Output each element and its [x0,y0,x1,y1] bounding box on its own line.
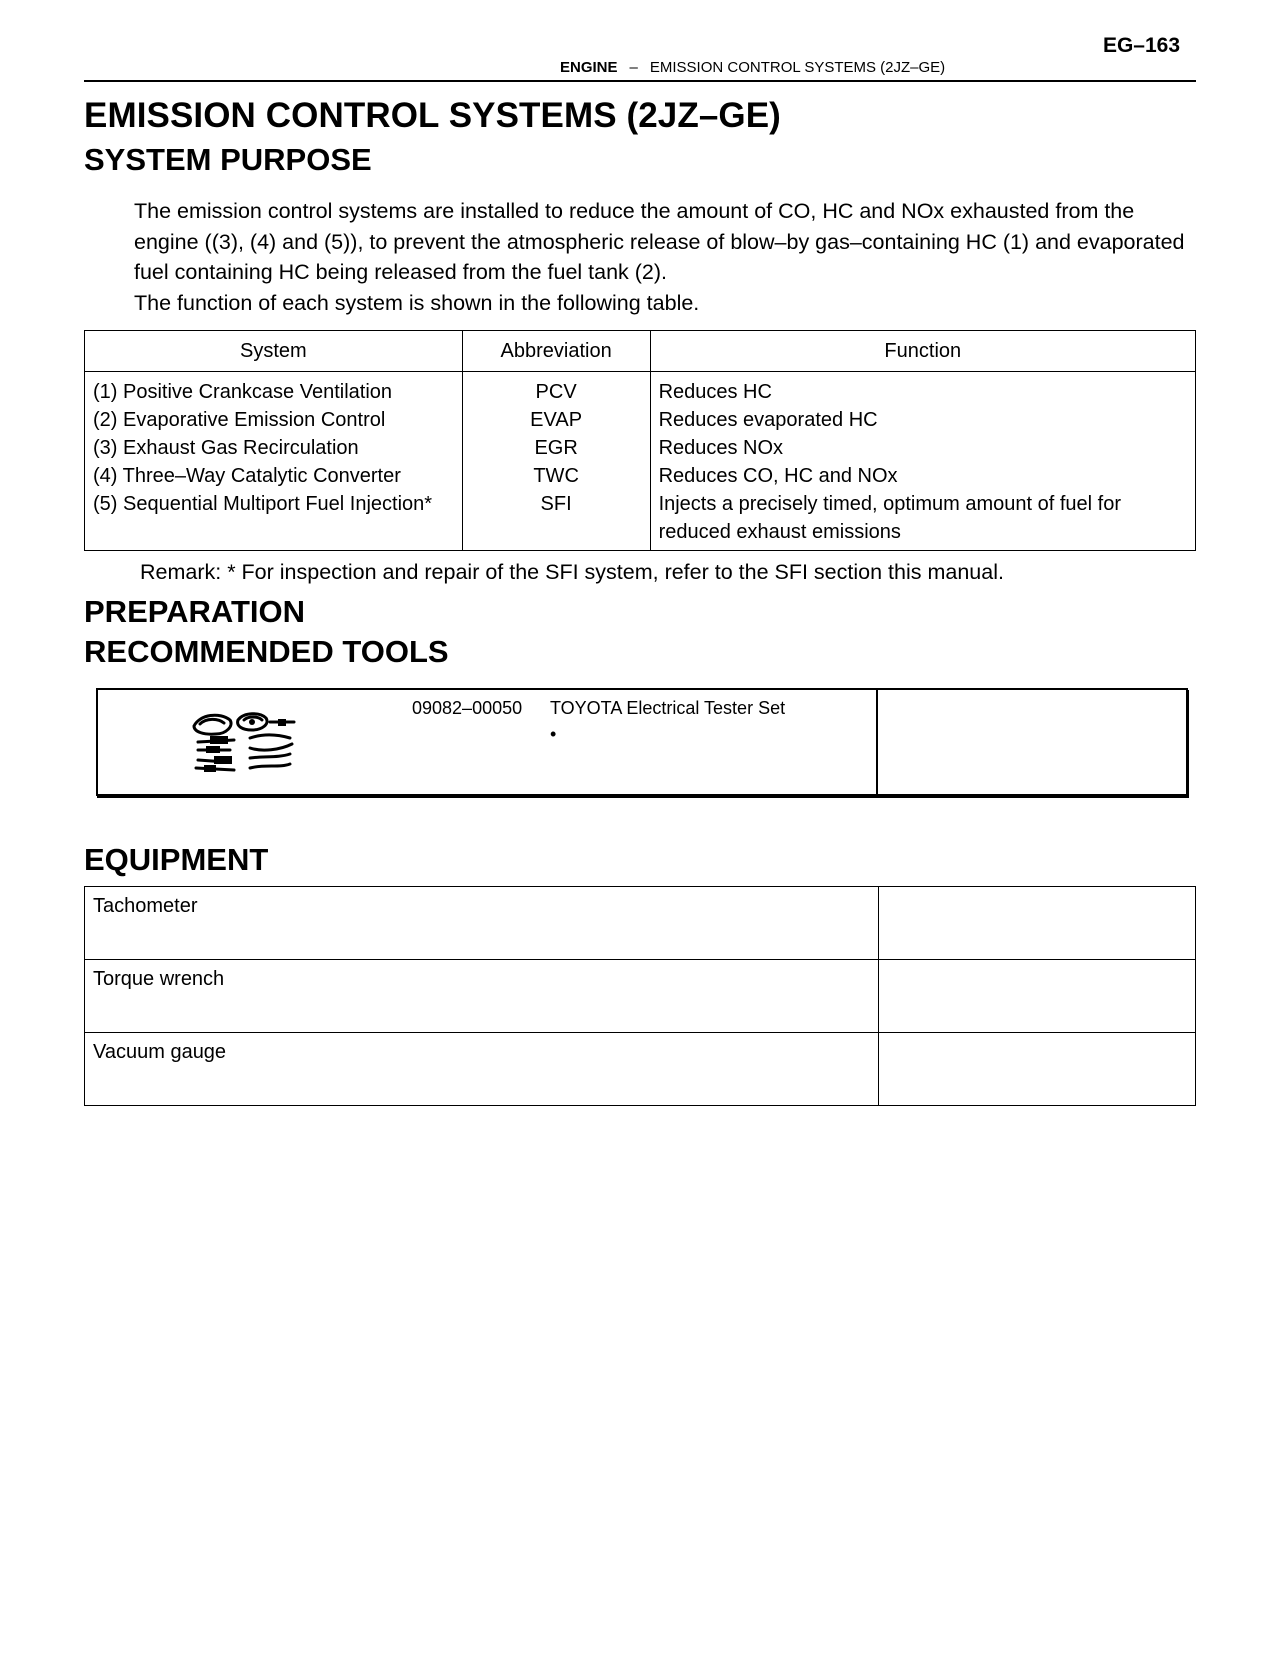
intro-paragraph-2: The function of each system is shown in the following table. [134,290,700,315]
equipment-heading: EQUIPMENT [84,842,269,877]
page-title: EMISSION CONTROL SYSTEMS (2JZ–GE) [84,96,781,135]
running-head [560,59,945,76]
function-column [650,372,1195,551]
abbreviation-cell: PCV [535,381,577,403]
equipment-note-cell [879,1033,1196,1106]
abbreviation-cell: TWC [533,465,579,487]
preparation-heading: PREPARATION [84,594,306,629]
column-header-function: Function [650,331,1195,372]
table-row [85,887,1196,960]
table-header-row [85,331,1196,372]
column-header-system: System [85,331,463,372]
abbreviation-column [462,372,650,551]
recommended-tools-heading: RECOMMENDED TOOLS [84,634,449,669]
tool-bullet: • [550,724,557,744]
equipment-item: Tachometer [85,887,879,960]
system-purpose-heading: SYSTEM PURPOSE [84,142,372,177]
intro-paragraph-1: The emission control systems are installed to reduce the amount of CO, HC and NOx exhausted from the engine ((3), (4) and (5)), to prevent the atmospheric release of blow–by gas–containing HC (1) and evaporated fuel containing HC being released from the fuel tank (2). [134,199,1185,284]
abbreviation-cell: EGR [534,437,578,459]
remark-note: Remark: * For inspection and repair of the SFI system, refer to the SFI section this manual. [140,560,1004,584]
page-number: EG–163 [1102,34,1180,57]
equipment-note-cell [879,960,1196,1033]
tools-column-divider [876,690,878,794]
system-cell: (5) Sequential Multiport Fuel Injection* [93,493,433,515]
tool-name: TOYOTA Electrical Tester Set [550,698,786,718]
header-rule [84,80,1196,82]
system-cell: (2) Evaporative Emission Control [93,409,386,431]
function-cell: Injects a precisely timed, optimum amount of fuel for reduced exhaust emissions [658,493,1121,543]
system-cell: (1) Positive Crankcase Ventilation [93,381,393,403]
intro-text [134,196,1200,318]
function-cell: Reduces HC [658,381,772,403]
function-cell: Reduces evaporated HC [658,409,878,431]
tool-part-number: 09082–00050 [412,698,523,718]
table-row [85,372,1196,551]
running-head-section: ENGINE [560,59,618,76]
running-head-separator: – [629,59,638,76]
system-cell: (3) Exhaust Gas Recirculation [93,437,359,459]
recommended-tools-table [96,688,1188,796]
abbreviation-cell: SFI [540,493,572,515]
table-row [85,960,1196,1033]
equipment-item: Vacuum gauge [85,1033,879,1106]
equipment-item: Torque wrench [85,960,879,1033]
equipment-table [84,886,1196,1106]
equipment-note-cell [879,887,1196,960]
system-cell: (4) Three–Way Catalytic Converter [93,465,401,487]
system-column [85,372,463,551]
function-cell: Reduces CO, HC and NOx [658,465,898,487]
column-header-abbreviation: Abbreviation [462,331,650,372]
running-head-subsection: EMISSION CONTROL SYSTEMS (2JZ–GE) [649,59,946,76]
table-row [85,1033,1196,1106]
function-cell: Reduces NOx [658,437,784,459]
electrical-tester-set-icon [190,704,300,776]
system-function-table [84,330,1196,551]
abbreviation-cell: EVAP [530,409,583,431]
